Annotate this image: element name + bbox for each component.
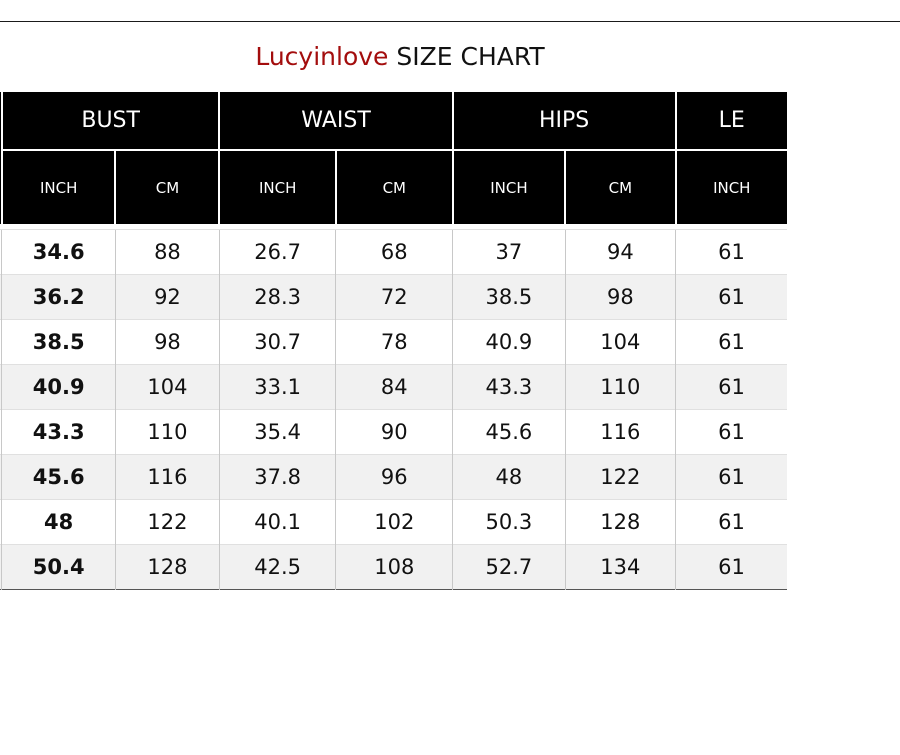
table-cell: 43.3 bbox=[453, 365, 566, 410]
table-cell: 42.5 bbox=[219, 545, 336, 590]
table-cell: 68 bbox=[336, 230, 453, 275]
table-cell: 61 bbox=[676, 545, 787, 590]
table-cell: 43.3 bbox=[2, 410, 116, 455]
table-cell: 35.4 bbox=[219, 410, 336, 455]
table-row bbox=[0, 545, 787, 590]
table-row bbox=[0, 275, 787, 320]
table-cell: 48 bbox=[453, 455, 566, 500]
table-cell: 61 bbox=[676, 320, 787, 365]
table-cell: 40.9 bbox=[453, 320, 566, 365]
table-row bbox=[0, 410, 787, 455]
table-cell: 45.6 bbox=[453, 410, 566, 455]
table-cell: 134 bbox=[565, 545, 675, 590]
unit-header: CM bbox=[565, 150, 675, 224]
unit-header: CM bbox=[115, 150, 219, 224]
unit-header-row bbox=[0, 150, 787, 224]
table-row bbox=[0, 500, 787, 545]
waist-header: WAIST bbox=[219, 92, 452, 150]
bust-header: BUST bbox=[2, 92, 220, 150]
table-cell: 36.2 bbox=[2, 275, 116, 320]
title-text: SIZE CHART bbox=[396, 42, 545, 71]
table-cell: 98 bbox=[115, 320, 219, 365]
unit-header: INCH bbox=[219, 150, 336, 224]
table-cell: 50.4 bbox=[2, 545, 116, 590]
table-cell: 37 bbox=[453, 230, 566, 275]
unit-header: INCH bbox=[453, 150, 566, 224]
table-cell: 61 bbox=[676, 455, 787, 500]
unit-header: INCH bbox=[676, 150, 787, 224]
length-header: LE bbox=[676, 92, 787, 150]
unit-header: INCH bbox=[2, 150, 116, 224]
brand-name: Lucyinlove bbox=[255, 42, 389, 71]
table-cell: 33.1 bbox=[219, 365, 336, 410]
group-header-row bbox=[0, 92, 787, 150]
table-cell: 122 bbox=[115, 500, 219, 545]
table-cell: 45.6 bbox=[2, 455, 116, 500]
table-cell: 38.5 bbox=[453, 275, 566, 320]
size-chart-body bbox=[0, 224, 787, 590]
table-cell: 88 bbox=[115, 230, 219, 275]
table-cell: 84 bbox=[336, 365, 453, 410]
table-row bbox=[0, 320, 787, 365]
unit-header: CM bbox=[336, 150, 453, 224]
table-cell: 52.7 bbox=[453, 545, 566, 590]
table-cell: 40.1 bbox=[219, 500, 336, 545]
table-cell: 26.7 bbox=[219, 230, 336, 275]
table-cell: 110 bbox=[115, 410, 219, 455]
table-cell: 104 bbox=[565, 320, 675, 365]
table-cell: 98 bbox=[565, 275, 675, 320]
table-cell: 116 bbox=[115, 455, 219, 500]
table-cell: 108 bbox=[336, 545, 453, 590]
table-cell: 128 bbox=[565, 500, 675, 545]
table-cell: 38.5 bbox=[2, 320, 116, 365]
table-cell: 122 bbox=[565, 455, 675, 500]
table-cell: 116 bbox=[565, 410, 675, 455]
table-cell: 78 bbox=[336, 320, 453, 365]
table-cell: 40.9 bbox=[2, 365, 116, 410]
table-cell: 61 bbox=[676, 500, 787, 545]
table-cell: 128 bbox=[115, 545, 219, 590]
table-row bbox=[0, 365, 787, 410]
table-cell: 94 bbox=[565, 230, 675, 275]
table-cell: 110 bbox=[565, 365, 675, 410]
table-cell: 104 bbox=[115, 365, 219, 410]
table-cell: 50.3 bbox=[453, 500, 566, 545]
page-title bbox=[0, 42, 800, 71]
table-cell: 61 bbox=[676, 230, 787, 275]
table-cell: 34.6 bbox=[2, 230, 116, 275]
table-cell: 90 bbox=[336, 410, 453, 455]
table-row bbox=[0, 455, 787, 500]
table-bottom-rule bbox=[0, 590, 787, 591]
table-cell: 61 bbox=[676, 275, 787, 320]
table-cell: 61 bbox=[676, 365, 787, 410]
table-cell: 96 bbox=[336, 455, 453, 500]
table-cell: 37.8 bbox=[219, 455, 336, 500]
table-row bbox=[0, 230, 787, 275]
table-cell: 102 bbox=[336, 500, 453, 545]
table-cell: 30.7 bbox=[219, 320, 336, 365]
table-cell: 61 bbox=[676, 410, 787, 455]
hips-header: HIPS bbox=[453, 92, 676, 150]
top-divider bbox=[0, 21, 900, 22]
table-cell: 28.3 bbox=[219, 275, 336, 320]
table-cell: 72 bbox=[336, 275, 453, 320]
table-cell: 48 bbox=[2, 500, 116, 545]
size-chart-table bbox=[0, 92, 787, 590]
table-cell: 92 bbox=[115, 275, 219, 320]
